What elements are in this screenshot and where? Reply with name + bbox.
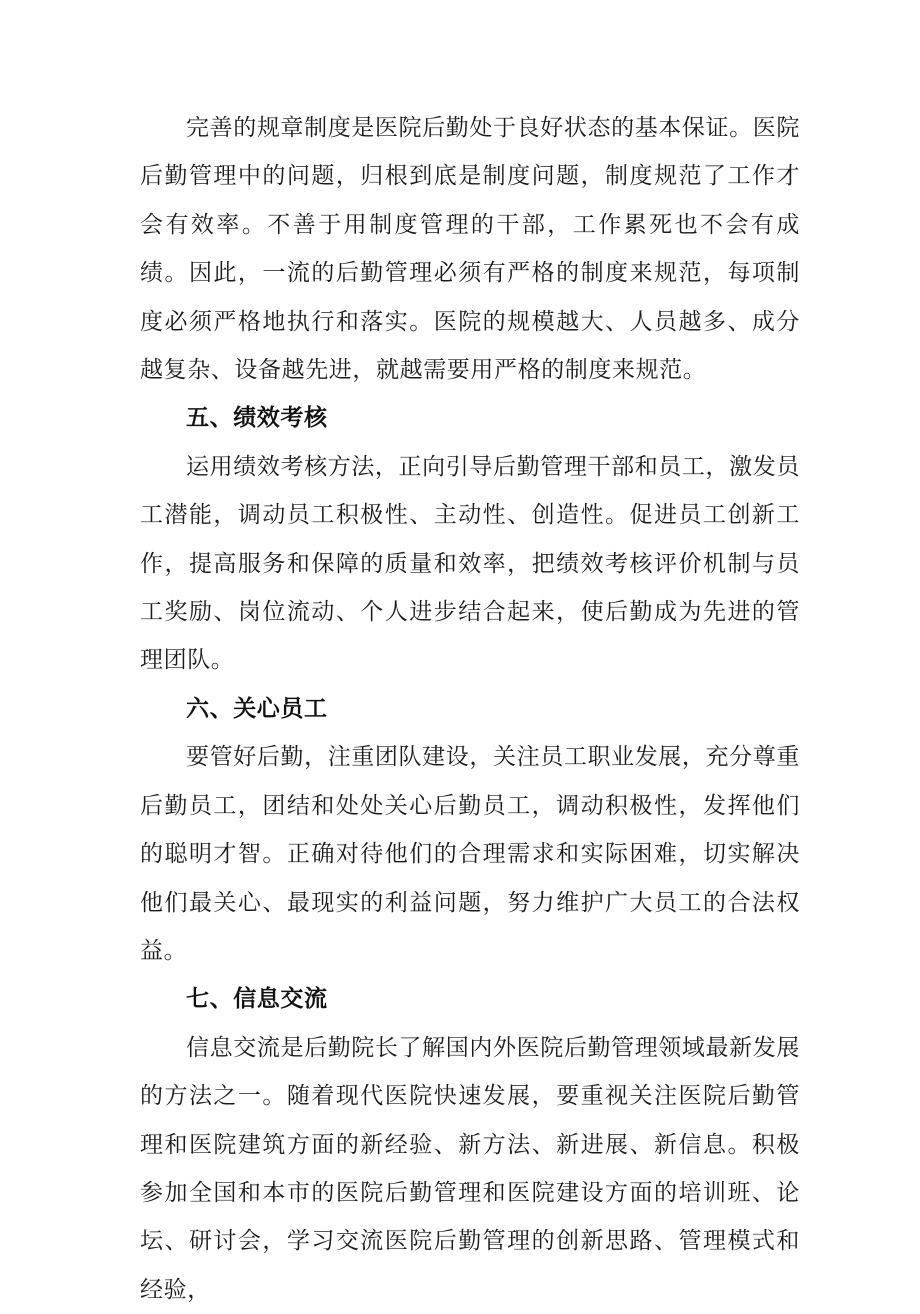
document-body bbox=[140, 104, 800, 1314]
paragraph-information-exchange: 信息交流是后勤院长了解国内外医院后勤管理领域最新发展的方法之一。随着现代医院快速发展，要重视关注医院后勤管理和医院建筑方面的新经验、新方法、新进展、新信息。积极参加全国和本市的医院后勤管理和医院建设方面的培训班、论坛、研讨会，学习交流医院后勤管理的创新思路、管理模式和经验， bbox=[140, 1034, 800, 1303]
heading-care-for-staff: 六、关心员工 bbox=[186, 695, 328, 722]
paragraph-regulations: 完善的规章制度是医院后勤处于良好状态的基本保证。医院后勤管理中的问题，归根到底是制度问题，制度规范了工作才会有效率。不善于用制度管理的干部，工作累死也不会有成绩。因此，一流的后勤管理必须有严格的制度来规范，每项制度必须严格地执行和落实。医院的规模越大、人员越多、成分越复杂、设备越先进，就越需要用严格的制度来规范。 bbox=[140, 115, 800, 384]
heading-information-exchange: 七、信息交流 bbox=[186, 986, 328, 1013]
paragraph-performance-assessment: 运用绩效考核方法，正向引导后勤管理干部和员工，激发员工潜能，调动员工积极性、主动性、创造性。促进员工创新工作，提高服务和保障的质量和效率，把绩效考核评价机制与员工奖励、岗位流动、个人进步结合起来，使后勤成为先进的管理团队。 bbox=[140, 453, 800, 674]
paragraph-care-for-staff: 要管好后勤，注重团队建设，关注员工职业发展，充分尊重后勤员工，团结和处处关心后勤员工，调动积极性，发挥他们的聪明才智。正确对待他们的合理需求和实际困难，切实解决他们最关心、最现实的利益问题，努力维护广大员工的合法权益。 bbox=[140, 744, 800, 964]
heading-performance-assessment: 五、绩效考核 bbox=[186, 405, 328, 432]
